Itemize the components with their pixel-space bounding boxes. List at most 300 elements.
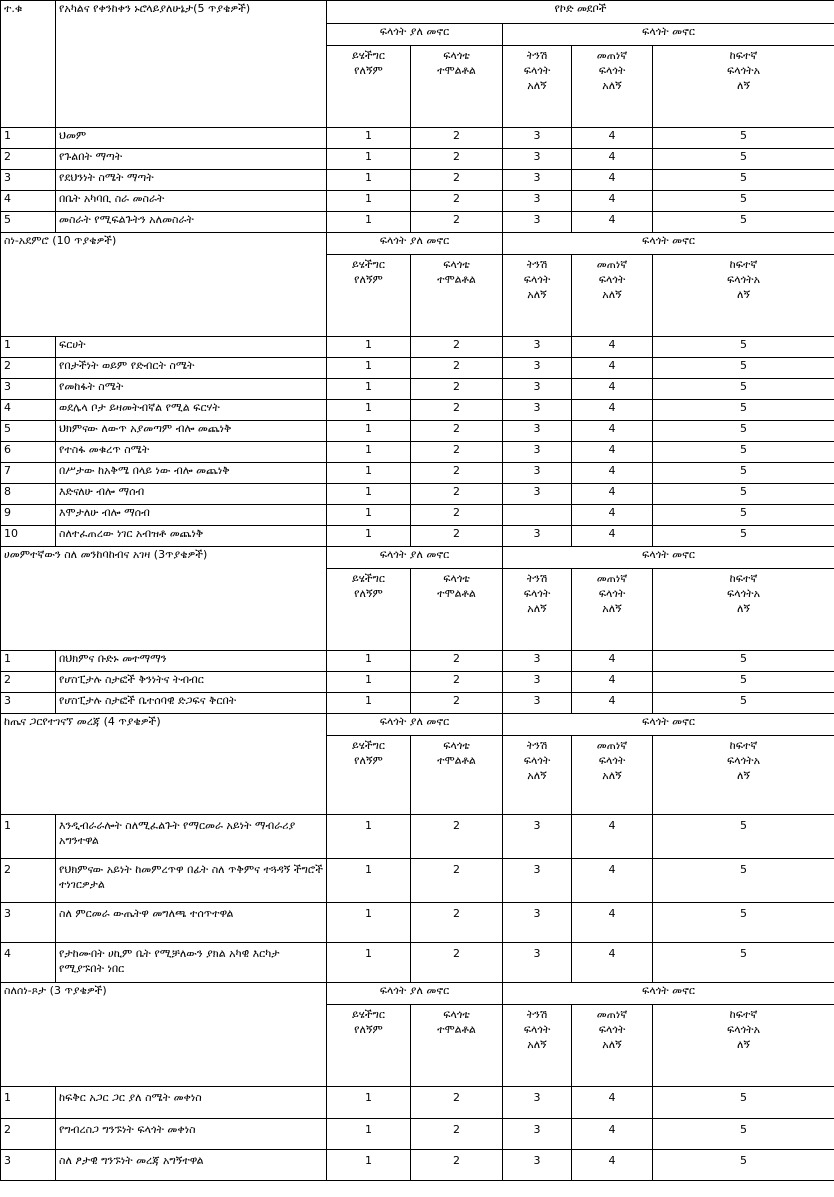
item-text: የህክምናው አይነት ከመምረጥዋ በፊት ስለ ጥቅምና ተጓዳኝ ችግሮች ተነገርዎታል <box>56 859 327 903</box>
code-cell-5[interactable]: 5 <box>653 191 834 212</box>
code-cell-1[interactable]: 1 <box>327 400 411 421</box>
scale-label-line: መጠነኛ <box>596 1008 628 1021</box>
scale-label-1 <box>327 569 411 651</box>
code-cell-2[interactable]: 2 <box>411 815 503 859</box>
item-text: በህክምና ቡድኑ መተማማን <box>56 651 327 672</box>
code-cell-5[interactable]: 5 <box>653 337 834 358</box>
table-row <box>1 442 834 463</box>
code-cell-3[interactable]: 3 <box>503 1150 572 1181</box>
table-row <box>1 337 834 358</box>
scale-label-line: አለኝ <box>602 1038 622 1051</box>
item-number: 7 <box>1 463 56 484</box>
scale-label-line: ከፍተኛ <box>729 49 758 62</box>
item-number: 4 <box>1 943 56 983</box>
scale-label-line: ይሄችግር <box>352 739 385 752</box>
code-cell-3[interactable]: 3 <box>503 128 572 149</box>
code-cell-2[interactable]: 2 <box>411 484 503 505</box>
scale-label-line: ፍላጎቴ <box>443 739 470 752</box>
code-cell-5[interactable]: 5 <box>653 400 834 421</box>
item-text: ፍርሀት <box>56 337 327 358</box>
item-text: ህክምናው ለውጥ አያመጣም ብሎ መጨነቅ <box>56 421 327 442</box>
scale-label-line: ይሄችግር <box>352 49 385 62</box>
item-text: በቤት አካባቢ ስራ መስራት <box>56 191 327 212</box>
code-cell-4[interactable]: 4 <box>572 128 653 149</box>
section-header-row <box>1 983 834 1005</box>
item-text: የደህንነት ስሜት ማጣት <box>56 170 327 191</box>
item-number: 1 <box>1 337 56 358</box>
table-row <box>1 149 834 170</box>
code-cell-5[interactable]: 5 <box>653 859 834 903</box>
item-text: ስለተፈጠረው ነገር አብዝቶ መጨነቅ <box>56 526 327 547</box>
code-cell-4[interactable]: 4 <box>572 337 653 358</box>
code-cell-1[interactable]: 1 <box>327 191 411 212</box>
code-cell-4[interactable]: 4 <box>572 903 653 943</box>
item-number: 1 <box>1 128 56 149</box>
scale-label-line: ፍላጎት <box>598 64 626 77</box>
code-cell-4[interactable]: 4 <box>572 505 653 526</box>
table-row <box>1 505 834 526</box>
scale-label-line: መጠነኛ <box>596 258 628 271</box>
scale-label-4 <box>572 1005 653 1087</box>
scale-label-5 <box>653 1005 834 1087</box>
code-cell-4[interactable]: 4 <box>572 379 653 400</box>
code-cell-2[interactable]: 2 <box>411 672 503 693</box>
code-cell-5[interactable]: 5 <box>653 1119 834 1150</box>
table-row <box>1 400 834 421</box>
code-cell-3[interactable]: 3 <box>503 859 572 903</box>
code-cell-3[interactable]: 3 <box>503 903 572 943</box>
code-cell-5[interactable]: 5 <box>653 128 834 149</box>
item-text: የታከሙበት ሀኪም ቤት የሚቻለውን ያክል አካዊ እርካታ የሚያኙበት ነበር <box>56 943 327 983</box>
scale-label-1 <box>327 736 411 815</box>
item-number: 3 <box>1 170 56 191</box>
scale-label-line: የለኝም <box>354 754 383 767</box>
scale-label-line: ፍላጎት <box>598 273 626 286</box>
code-cell-5[interactable]: 5 <box>653 421 834 442</box>
scale-label-line: አለኝ <box>602 79 622 92</box>
code-cell-4[interactable]: 4 <box>572 484 653 505</box>
scale-label-1 <box>327 46 411 128</box>
code-cell-5[interactable]: 5 <box>653 358 834 379</box>
scale-label-line: ትንሽ <box>526 49 548 62</box>
code-cell-1[interactable]: 1 <box>327 693 411 714</box>
code-cell-4[interactable]: 4 <box>572 1087 653 1119</box>
table-row <box>1 1119 834 1150</box>
scale-label-2 <box>411 46 503 128</box>
item-text: ወደሌላ ቦታ ይዛመትብኛል የሚል ፍርሃት <box>56 400 327 421</box>
no-difficulty-group-header: ፍላጎት ያለ መኖር <box>327 983 503 1005</box>
scale-label-3 <box>503 569 572 651</box>
table-row <box>1 421 834 442</box>
code-cell-1[interactable]: 1 <box>327 1119 411 1150</box>
scale-label-line: የለኝም <box>354 1023 383 1036</box>
scale-label-line: ፍላጎቴ <box>443 49 470 62</box>
code-cell-5[interactable]: 5 <box>653 693 834 714</box>
code-cell-4[interactable]: 4 <box>572 170 653 191</box>
scale-label-line: ለኝ <box>737 79 751 92</box>
scale-label-4 <box>572 736 653 815</box>
code-cell-1[interactable]: 1 <box>327 1150 411 1181</box>
scale-label-line: መጠነኛ <box>596 739 628 752</box>
code-cell-4[interactable]: 4 <box>572 1150 653 1181</box>
code-cell-5[interactable]: 5 <box>653 170 834 191</box>
scale-label-line: ፍላጎት <box>598 587 626 600</box>
code-cell-4[interactable]: 4 <box>572 859 653 903</box>
code-cell-3[interactable]: 3 <box>503 484 572 505</box>
code-cell-2[interactable]: 2 <box>411 149 503 170</box>
scale-label-line: ለኝ <box>737 288 751 301</box>
scale-label-line: ፍላጎትአ <box>727 754 761 767</box>
code-cell-1[interactable]: 1 <box>327 651 411 672</box>
item-text: እድናለሁ ብሎ ማሰብ <box>56 484 327 505</box>
item-text: የመከፋት ስሜት <box>56 379 327 400</box>
code-cell-4[interactable]: 4 <box>572 421 653 442</box>
table-row <box>1 379 834 400</box>
code-cell-4[interactable]: 4 <box>572 815 653 859</box>
no-difficulty-group-header: ፍላጎት ያለ መኖር <box>327 547 503 569</box>
section-header-row <box>1 547 834 569</box>
scale-label-5 <box>653 736 834 815</box>
column-number-header: ተ.ቁ <box>1 1 56 128</box>
section-header-row <box>1 233 834 255</box>
difficulty-group-header: ፍላጎት መኖር <box>503 233 834 255</box>
scale-label-line: ፍላጎትአ <box>727 1023 761 1036</box>
scale-label-5 <box>653 255 834 337</box>
code-cell-5[interactable]: 5 <box>653 903 834 943</box>
item-number: 5 <box>1 212 56 233</box>
code-cell-2[interactable]: 2 <box>411 400 503 421</box>
item-text: እንዲብራራሎት ስለሚፈልጉት የማርመራ አይነት ማብራሪያ አግንተዋል <box>56 815 327 859</box>
item-number: 9 <box>1 505 56 526</box>
code-cell-3[interactable]: 3 <box>503 815 572 859</box>
code-cell-3[interactable]: 3 <box>503 170 572 191</box>
code-cell-1[interactable]: 1 <box>327 212 411 233</box>
code-cell-3[interactable]: 3 <box>503 1087 572 1119</box>
item-number: 3 <box>1 693 56 714</box>
code-cell-1[interactable]: 1 <box>327 526 411 547</box>
scale-label-line: ተሞልቶል <box>437 273 476 286</box>
scale-label-4 <box>572 569 653 651</box>
code-cell-5[interactable]: 5 <box>653 463 834 484</box>
code-cell-1[interactable]: 1 <box>327 421 411 442</box>
item-text: ከፍቅር አጋር ጋር ያለ ስሜት መቀነስ <box>56 1087 327 1119</box>
table-row <box>1 1150 834 1181</box>
code-cell-5[interactable]: 5 <box>653 526 834 547</box>
item-number: 1 <box>1 815 56 859</box>
code-cell-2[interactable]: 2 <box>411 651 503 672</box>
difficulty-group-header: ፍላጎት መኖር <box>503 714 834 736</box>
scale-label-line: የለኝም <box>354 587 383 600</box>
code-cell-2[interactable]: 2 <box>411 379 503 400</box>
section-title: የአካልና የቀንከቀን ኑሮላይያለሁኔታ(5 ጥያቄዎች) <box>56 1 327 128</box>
code-cell-2[interactable]: 2 <box>411 859 503 903</box>
scale-label-line: አለኝ <box>602 602 622 615</box>
code-cell-3[interactable]: 3 <box>503 943 572 983</box>
code-cell-3[interactable]: 3 <box>503 400 572 421</box>
scale-label-line: ፍላጎት <box>523 587 551 600</box>
item-text: የሆስፒታሉ ስታፎች ቤተሰባዊ ድጋፍና ቅርበት <box>56 693 327 714</box>
scale-label-3 <box>503 46 572 128</box>
code-cell-2[interactable]: 2 <box>411 693 503 714</box>
item-text: ስለ ምርመራ ውጤትዋ መግለጫ ተሰጥተዋል <box>56 903 327 943</box>
code-cell-4[interactable]: 4 <box>572 442 653 463</box>
item-number: 4 <box>1 400 56 421</box>
scale-label-5 <box>653 46 834 128</box>
item-text: እሞታለሁ ብሎ ማሰብ <box>56 505 327 526</box>
code-cell-5[interactable]: 5 <box>653 442 834 463</box>
code-cell-3[interactable]: 3 <box>503 337 572 358</box>
code-cell-1[interactable]: 1 <box>327 379 411 400</box>
code-cell-5[interactable]: 5 <box>653 505 834 526</box>
code-cell-2[interactable]: 2 <box>411 505 503 526</box>
scale-label-line: ፍላጎቴ <box>443 1008 470 1021</box>
scale-label-line: ከፍተኛ <box>729 739 758 752</box>
code-cell-1[interactable]: 1 <box>327 149 411 170</box>
scale-label-line: ፍላጎቴ <box>443 572 470 585</box>
item-number: 3 <box>1 1150 56 1181</box>
scale-label-5 <box>653 569 834 651</box>
code-cell-2[interactable]: 2 <box>411 212 503 233</box>
code-cell-3[interactable]: 3 <box>503 672 572 693</box>
item-number: 1 <box>1 1087 56 1119</box>
code-cell-1[interactable]: 1 <box>327 442 411 463</box>
table-row <box>1 903 834 943</box>
code-cell-4[interactable]: 4 <box>572 651 653 672</box>
code-cell-1[interactable]: 1 <box>327 170 411 191</box>
section-title: ስነ-አደምሮ (10 ጥያቄዎች) <box>1 233 327 337</box>
section-title: ከጤና ጋርየተገናኘ መረጃ (4 ጥያቄዎች) <box>1 714 327 815</box>
code-cell-1[interactable]: 1 <box>327 484 411 505</box>
item-number: 2 <box>1 149 56 170</box>
item-number: 2 <box>1 1119 56 1150</box>
item-number: 2 <box>1 859 56 903</box>
item-text: የጉልበት ማጣት <box>56 149 327 170</box>
scale-label-line: ይሄችግር <box>352 572 385 585</box>
code-cell-2[interactable]: 2 <box>411 337 503 358</box>
code-cell-3[interactable]: 3 <box>503 379 572 400</box>
item-text: የሆስፒታሉ ስታፎች ቅንነትና ትብብር <box>56 672 327 693</box>
scale-label-line: ተሞልቶል <box>437 587 476 600</box>
code-cell-1[interactable]: 1 <box>327 505 411 526</box>
item-number: 2 <box>1 672 56 693</box>
table-row <box>1 1087 834 1119</box>
scale-label-4 <box>572 255 653 337</box>
table-row <box>1 170 834 191</box>
scale-label-line: ይሄችግር <box>352 258 385 271</box>
code-cell-2[interactable]: 2 <box>411 421 503 442</box>
difficulty-group-header: ፍላጎት መኖር <box>503 983 834 1005</box>
scale-label-line: ፍላጎት <box>598 1023 626 1036</box>
code-cell-1[interactable]: 1 <box>327 815 411 859</box>
code-cell-3[interactable]: 3 <box>503 442 572 463</box>
item-number: 1 <box>1 651 56 672</box>
code-cell-2[interactable]: 2 <box>411 1087 503 1119</box>
code-cell-3[interactable]: 3 <box>503 1119 572 1150</box>
item-text: የተስፋ መቁረጥ ስሜት <box>56 442 327 463</box>
code-cell-4[interactable]: 4 <box>572 212 653 233</box>
scale-label-2 <box>411 255 503 337</box>
item-text: መስራት የሚፍልጉትን አለመስራት <box>56 212 327 233</box>
code-cell-5[interactable]: 5 <box>653 651 834 672</box>
code-cell-5[interactable]: 5 <box>653 943 834 983</box>
code-cell-2[interactable]: 2 <box>411 526 503 547</box>
scale-label-line: የለኝም <box>354 273 383 286</box>
table-row <box>1 815 834 859</box>
scale-label-line: ፍላጎቴ <box>443 258 470 271</box>
code-cell-2[interactable]: 2 <box>411 943 503 983</box>
table-row <box>1 358 834 379</box>
scale-label-line: ይሄችግር <box>352 1008 385 1021</box>
scale-label-line: አለኝ <box>602 288 622 301</box>
difficulty-group-header: ፍላጎት መኖር <box>503 24 834 46</box>
code-cell-5[interactable]: 5 <box>653 672 834 693</box>
code-cell-4[interactable]: 4 <box>572 943 653 983</box>
table-row <box>1 693 834 714</box>
scale-label-2 <box>411 1005 503 1087</box>
code-cell-2[interactable]: 2 <box>411 1150 503 1181</box>
scale-label-line: ፍላጎት <box>523 273 551 286</box>
item-text: ስለ ፆታዊ ግንኙነት መረጃ አግኝተዋል <box>56 1150 327 1181</box>
scale-label-line: ተሞልቶል <box>437 1023 476 1036</box>
code-cell-4[interactable]: 4 <box>572 1119 653 1150</box>
code-cell-5[interactable]: 5 <box>653 379 834 400</box>
response-scale-header: የኮድ መደቦች <box>327 1 834 24</box>
code-cell-2[interactable]: 2 <box>411 903 503 943</box>
scale-label-line: ፍላጎትአ <box>727 587 761 600</box>
table-row <box>1 191 834 212</box>
code-cell-5[interactable]: 5 <box>653 212 834 233</box>
code-cell-4[interactable]: 4 <box>572 463 653 484</box>
no-difficulty-group-header: ፍላጎት ያለ መኖር <box>327 233 503 255</box>
code-cell-3[interactable]: 3 <box>503 212 572 233</box>
code-cell-2[interactable]: 2 <box>411 191 503 212</box>
scale-label-1 <box>327 1005 411 1087</box>
code-cell-1[interactable]: 1 <box>327 337 411 358</box>
scale-label-line: ተሞልቶል <box>437 64 476 77</box>
code-cell-1[interactable]: 1 <box>327 128 411 149</box>
code-cell-5[interactable]: 5 <box>653 1150 834 1181</box>
scale-label-line: አለኝ <box>602 769 622 782</box>
scale-label-3 <box>503 255 572 337</box>
scale-label-line: ከፍተኛ <box>729 258 758 271</box>
code-cell-3[interactable]: 3 <box>503 693 572 714</box>
scale-label-3 <box>503 1005 572 1087</box>
scale-label-line: ትንሽ <box>526 258 548 271</box>
table-row <box>1 859 834 903</box>
code-cell-3[interactable]: 3 <box>503 651 572 672</box>
scale-label-line: ለኝ <box>737 769 751 782</box>
difficulty-group-header: ፍላጎት መኖር <box>503 547 834 569</box>
code-cell-3[interactable]: 3 <box>503 358 572 379</box>
table-row <box>1 212 834 233</box>
scale-label-line: አለኝ <box>527 1038 547 1051</box>
scale-label-line: መጠነኛ <box>596 572 628 585</box>
table-row <box>1 526 834 547</box>
code-cell-5[interactable]: 5 <box>653 815 834 859</box>
code-cell-4[interactable]: 4 <box>572 358 653 379</box>
section-header-row <box>1 1 834 24</box>
item-number: 3 <box>1 903 56 943</box>
code-cell-1[interactable]: 1 <box>327 358 411 379</box>
scale-label-line: ፍላጎት <box>523 64 551 77</box>
code-cell-2[interactable]: 2 <box>411 1119 503 1150</box>
scale-label-line: ፍላጎት <box>523 754 551 767</box>
code-cell-1[interactable]: 1 <box>327 1087 411 1119</box>
item-number: 8 <box>1 484 56 505</box>
code-cell-5[interactable]: 5 <box>653 1087 834 1119</box>
table-row <box>1 672 834 693</box>
code-cell-2[interactable]: 2 <box>411 463 503 484</box>
code-cell-2[interactable]: 2 <box>411 128 503 149</box>
code-cell-4[interactable]: 4 <box>572 400 653 421</box>
code-cell-2[interactable]: 2 <box>411 358 503 379</box>
scale-label-line: ትንሽ <box>526 1008 548 1021</box>
code-cell-1[interactable]: 1 <box>327 859 411 903</box>
scale-label-line: ፍላጎትአ <box>727 64 761 77</box>
table-row <box>1 463 834 484</box>
scale-label-line: አለኝ <box>527 79 547 92</box>
code-cell-4[interactable]: 4 <box>572 191 653 212</box>
code-cell-4[interactable]: 4 <box>572 149 653 170</box>
table-row <box>1 651 834 672</box>
code-cell-4[interactable]: 4 <box>572 526 653 547</box>
scale-label-line: የለኝም <box>354 64 383 77</box>
item-number: 3 <box>1 379 56 400</box>
code-cell-5[interactable]: 5 <box>653 484 834 505</box>
item-number: 2 <box>1 358 56 379</box>
item-number: 5 <box>1 421 56 442</box>
scale-label-line: መጠነኛ <box>596 49 628 62</box>
code-cell-1[interactable]: 1 <box>327 463 411 484</box>
scale-label-line: አለኝ <box>527 602 547 615</box>
code-cell-3[interactable]: 3 <box>503 421 572 442</box>
scale-label-2 <box>411 736 503 815</box>
code-cell-1[interactable]: 1 <box>327 672 411 693</box>
scale-label-line: ከፍተኛ <box>729 1008 758 1021</box>
scale-label-4 <box>572 46 653 128</box>
scale-label-1 <box>327 255 411 337</box>
code-cell-1[interactable]: 1 <box>327 943 411 983</box>
code-cell-5[interactable]: 5 <box>653 149 834 170</box>
code-cell-2[interactable]: 2 <box>411 442 503 463</box>
scale-label-line: ትንሽ <box>526 739 548 752</box>
section-title: ስለሰነ-ጾታ (3 ጥያቄዎች) <box>1 983 327 1087</box>
scale-label-line: ትንሽ <box>526 572 548 585</box>
section-header-row <box>1 714 834 736</box>
code-cell-4[interactable]: 4 <box>572 693 653 714</box>
scale-label-line: አለኝ <box>527 769 547 782</box>
code-cell-4[interactable]: 4 <box>572 672 653 693</box>
scale-label-line: አለኝ <box>527 288 547 301</box>
code-cell-3[interactable]: 3 <box>503 149 572 170</box>
scale-label-line: ተሞልቶል <box>437 754 476 767</box>
code-cell-3[interactable]: 3 <box>503 191 572 212</box>
scale-label-line: ከፍተኛ <box>729 572 758 585</box>
scale-label-2 <box>411 569 503 651</box>
table-row <box>1 943 834 983</box>
code-cell-3[interactable] <box>503 505 572 526</box>
item-text: በሥታው ከአቅሜ በላይ ነው ብሎ መጨነቅ <box>56 463 327 484</box>
code-cell-3[interactable]: 3 <box>503 463 572 484</box>
item-number: 4 <box>1 191 56 212</box>
scale-label-line: ለኝ <box>737 1038 751 1051</box>
no-difficulty-group-header: ፍላጎት ያለ መኖር <box>327 714 503 736</box>
code-cell-2[interactable]: 2 <box>411 170 503 191</box>
code-cell-1[interactable]: 1 <box>327 903 411 943</box>
scale-label-line: ፍላጎትአ <box>727 273 761 286</box>
code-cell-3[interactable]: 3 <box>503 526 572 547</box>
no-difficulty-group-header: ፍላጎት ያለ መኖር <box>327 24 503 46</box>
